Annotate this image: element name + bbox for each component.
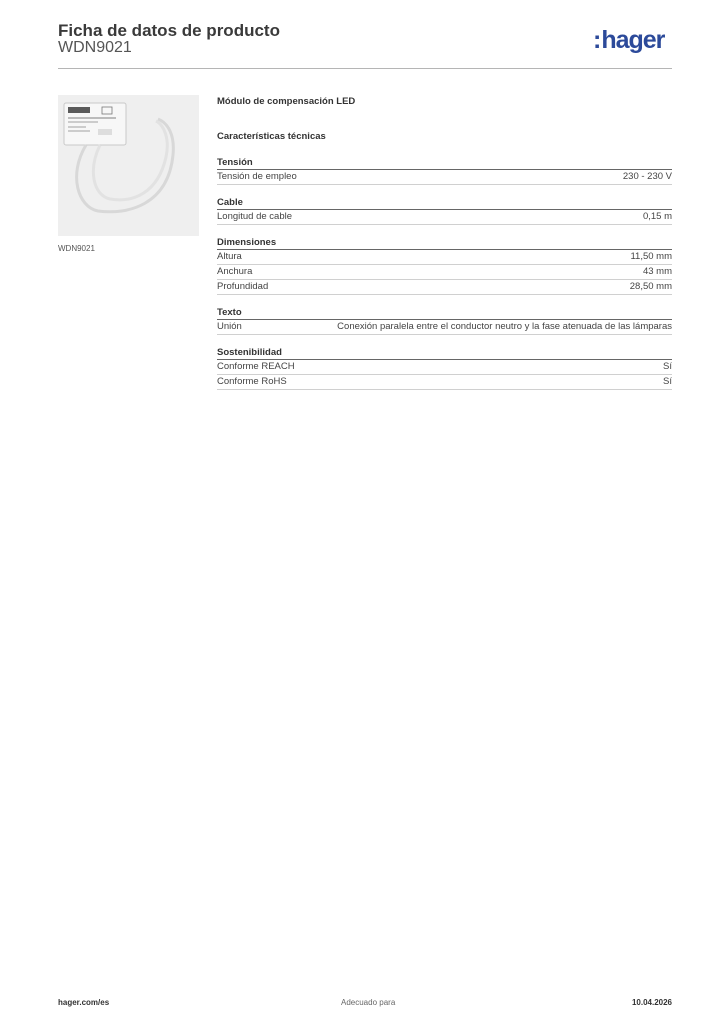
spec-label: Unión bbox=[217, 321, 242, 332]
logo-text: hager bbox=[601, 26, 665, 54]
section-tension bbox=[217, 156, 672, 185]
section-title: Sostenibilidad bbox=[217, 346, 672, 360]
spec-value: 230 - 230 V bbox=[622, 171, 672, 182]
spec-row bbox=[217, 210, 672, 225]
spec-row bbox=[217, 250, 672, 265]
spec-row bbox=[217, 265, 672, 280]
spec-row bbox=[217, 375, 672, 390]
spec-label: Anchura bbox=[217, 266, 253, 277]
spec-value: Sí bbox=[663, 361, 672, 372]
spec-label: Conforme REACH bbox=[217, 361, 295, 372]
product-image bbox=[58, 95, 199, 236]
product-image-caption: WDN9021 bbox=[58, 244, 95, 253]
spec-row bbox=[217, 360, 672, 375]
product-name: Módulo de compensación LED bbox=[217, 96, 356, 107]
spec-value: 0,15 m bbox=[642, 211, 672, 222]
spec-row bbox=[217, 320, 672, 335]
spec-value: 43 mm bbox=[642, 266, 672, 277]
section-text bbox=[217, 306, 672, 335]
spec-label: Tensión de empleo bbox=[217, 171, 297, 182]
spec-label: Conforme RoHS bbox=[217, 376, 287, 387]
spec-label: Profundidad bbox=[217, 281, 269, 292]
section-title: Tensión bbox=[217, 156, 672, 170]
spec-value: Sí bbox=[663, 376, 672, 387]
spec-value: 28,50 mm bbox=[629, 281, 672, 292]
footer-suitable-for: Adecuado para bbox=[341, 998, 396, 1007]
spec-value: 11,50 mm bbox=[630, 251, 672, 262]
spec-sheet bbox=[217, 95, 672, 390]
section-title: Dimensiones bbox=[217, 236, 672, 250]
hager-logo[interactable] bbox=[593, 26, 664, 55]
spec-label: Longitud de cable bbox=[217, 211, 293, 222]
characteristics-title: Características técnicas bbox=[217, 131, 326, 142]
product-reference: WDN9021 bbox=[58, 39, 132, 56]
led-module-illustration bbox=[58, 95, 199, 236]
section-sustainability bbox=[217, 346, 672, 390]
section-cable bbox=[217, 196, 672, 225]
footer-date: 10.04.2026 bbox=[631, 998, 672, 1007]
spec-row bbox=[217, 170, 672, 185]
spec-value: Conexión paralela entre el conductor neutro y la fase atenuada de las lámparas bbox=[337, 321, 672, 332]
logo-colon-icon: : bbox=[593, 26, 601, 54]
section-title: Cable bbox=[217, 196, 672, 210]
header-divider bbox=[58, 68, 672, 69]
spec-row bbox=[217, 280, 672, 295]
footer-website-link[interactable]: hager.com/es bbox=[58, 998, 110, 1007]
page-title: Ficha de datos de producto bbox=[58, 21, 280, 40]
section-title: Texto bbox=[217, 306, 672, 320]
spec-label: Altura bbox=[217, 251, 242, 262]
section-dimensions bbox=[217, 236, 672, 295]
